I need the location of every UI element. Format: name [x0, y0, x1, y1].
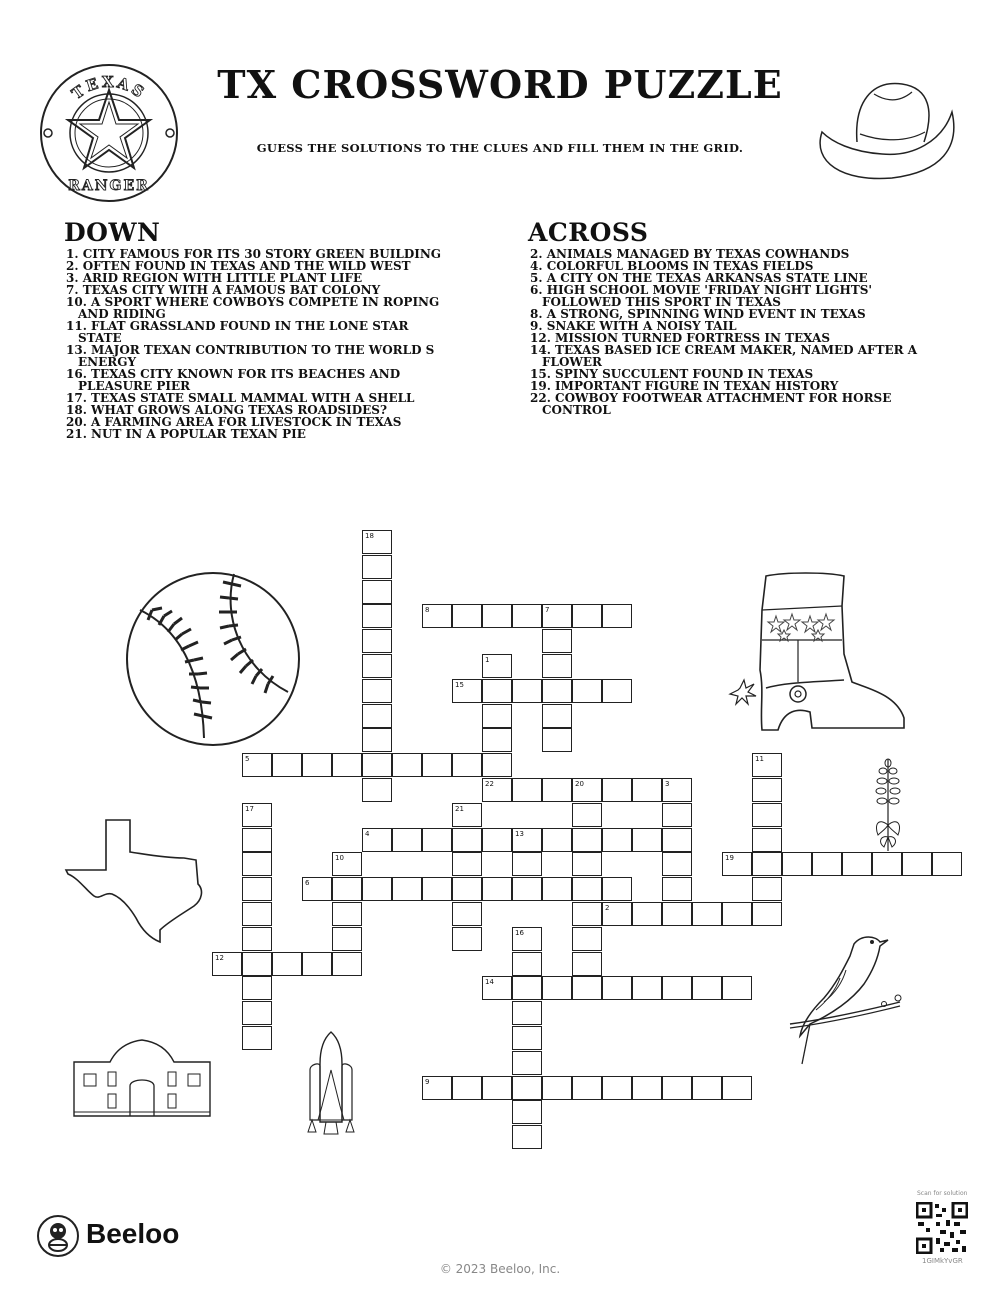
crossword-cell[interactable]: [422, 877, 452, 901]
crossword-cell[interactable]: [752, 828, 782, 852]
crossword-cell[interactable]: [752, 877, 782, 901]
crossword-cell[interactable]: [662, 976, 692, 1000]
crossword-cell[interactable]: [362, 604, 392, 628]
crossword-cell[interactable]: [632, 976, 662, 1000]
crossword-cell[interactable]: [542, 679, 572, 703]
clue-number: 20: [575, 780, 584, 788]
down-clue: 17. TEXAS STATE SMALL MAMMAL WITH A SHELL: [66, 391, 415, 405]
crossword-cell[interactable]: [572, 927, 602, 951]
crossword-cell[interactable]: [302, 952, 332, 976]
crossword-cell[interactable]: [362, 629, 392, 653]
texas-map-icon: [64, 818, 214, 944]
crossword-cell[interactable]: [572, 952, 602, 976]
crossword-cell[interactable]: [752, 852, 782, 876]
crossword-cell[interactable]: [392, 877, 422, 901]
clue-number: 4: [365, 829, 370, 838]
crossword-cell[interactable]: [332, 753, 362, 777]
qr-code-icon[interactable]: [916, 1202, 968, 1254]
across-clue: 4. COLORFUL BLOOMS IN TEXAS FIELDS: [530, 259, 814, 273]
crossword-cell[interactable]: [602, 976, 632, 1000]
crossword-cell[interactable]: [422, 828, 452, 852]
crossword-cell[interactable]: [662, 828, 692, 852]
badge-bottom-label: [38, 62, 180, 204]
crossword-cell[interactable]: [392, 828, 422, 852]
baseball-icon: [122, 568, 304, 750]
across-clues-section: [528, 220, 928, 416]
down-clue: 10. A SPORT WHERE COWBOYS COMPETE IN ROPING AND RIDING: [66, 295, 440, 321]
crossword-cell[interactable]: [662, 852, 692, 876]
crossword-cell[interactable]: [362, 704, 392, 728]
clue-number: 16: [515, 928, 524, 937]
down-heading: DOWN: [64, 218, 161, 247]
crossword-cell[interactable]: [572, 828, 602, 852]
cowboy-boot-icon: [726, 570, 908, 740]
crossword-cell[interactable]: [392, 753, 422, 777]
bluebonnet-flower-icon: [868, 755, 908, 855]
cowboy-hat-icon: [812, 72, 962, 190]
crossword-cell[interactable]: [662, 803, 692, 827]
crossword-cell[interactable]: [482, 828, 512, 852]
across-clue: 6. HIGH SCHOOL MOVIE 'FRIDAY NIGHT LIGHTS' FOLLOWED THIS SPORT IN TEXAS: [530, 283, 873, 309]
crossword-cell[interactable]: [512, 1051, 542, 1075]
clue-number: 6: [305, 879, 310, 888]
down-clue: 7. TEXAS CITY WITH A FAMOUS BAT COLONY: [66, 283, 381, 297]
clue-number: 11: [755, 755, 764, 764]
space-shuttle-icon: [296, 1030, 366, 1142]
clue-number: 22: [485, 780, 494, 788]
clue-number: 7: [545, 606, 550, 615]
crossword-cell[interactable]: [482, 728, 512, 752]
crossword-cell[interactable]: [872, 852, 902, 876]
crossword-cell[interactable]: [242, 976, 272, 1000]
down-clue: 20. A FARMING AREA FOR LIVESTOCK IN TEXAS: [66, 415, 402, 429]
alamo-mission-icon: [70, 1038, 214, 1118]
across-clue: 5. A CITY ON THE TEXAS ARKANSAS STATE LINE: [530, 271, 868, 285]
crossword-cell[interactable]: [902, 852, 932, 876]
down-clue: 18. WHAT GROWS ALONG TEXAS ROADSIDES?: [66, 403, 388, 417]
crossword-cell[interactable]: [422, 753, 452, 777]
clue-number: 15: [455, 680, 464, 689]
clue-number: 5: [245, 755, 250, 764]
crossword-cell[interactable]: [452, 753, 482, 777]
crossword-cell[interactable]: [512, 1100, 542, 1124]
crossword-cell[interactable]: [542, 877, 572, 901]
crossword-cell[interactable]: [512, 877, 542, 901]
crossword-cell[interactable]: [692, 976, 722, 1000]
crossword-cell[interactable]: [362, 728, 392, 752]
crossword-cell[interactable]: [482, 679, 512, 703]
crossword-cell[interactable]: [602, 679, 632, 703]
clue-number: 14: [485, 978, 494, 987]
crossword-cell[interactable]: [512, 1125, 542, 1149]
crossword-cell[interactable]: [332, 952, 362, 976]
crossword-cell[interactable]: [452, 852, 482, 876]
crossword-cell[interactable]: [602, 828, 632, 852]
crossword-cell[interactable]: [842, 852, 872, 876]
across-clue: 2. ANIMALS MANAGED BY TEXAS COWHANDS: [530, 247, 850, 261]
crossword-cell[interactable]: [662, 1076, 692, 1100]
copyright: © 2023 Beeloo, Inc.: [439, 1262, 561, 1276]
clue-number: 12: [215, 953, 224, 962]
qr-caption: Scan for solution: [917, 1190, 968, 1197]
crossword-cell[interactable]: [662, 902, 692, 926]
crossword-cell[interactable]: [452, 902, 482, 926]
crossword-cell[interactable]: [272, 753, 302, 777]
crossword-cell[interactable]: [932, 852, 962, 876]
crossword-cell[interactable]: [632, 778, 662, 802]
crossword-cell[interactable]: [362, 753, 392, 777]
crossword-cell[interactable]: [242, 828, 272, 852]
across-clue: 8. A STRONG, SPINNING WIND EVENT IN TEXAS: [530, 307, 866, 321]
crossword-cell[interactable]: [452, 877, 482, 901]
crossword-cell[interactable]: [752, 902, 782, 926]
crossword-cell[interactable]: [752, 778, 782, 802]
crossword-cell[interactable]: [542, 654, 572, 678]
crossword-cell[interactable]: [362, 679, 392, 703]
crossword-cell[interactable]: [242, 952, 272, 976]
crossword-cell[interactable]: [452, 927, 482, 951]
clue-number: 3: [665, 780, 670, 788]
crossword-cell[interactable]: [572, 877, 602, 901]
crossword-cell[interactable]: [512, 1026, 542, 1050]
crossword-cell[interactable]: [692, 1076, 722, 1100]
crossword-cell[interactable]: [242, 1026, 272, 1050]
crossword-cell[interactable]: [362, 654, 392, 678]
clue-number: 17: [245, 804, 254, 813]
crossword-cell[interactable]: [452, 828, 482, 852]
crossword-cell[interactable]: [512, 604, 542, 628]
crossword-cell[interactable]: [482, 604, 512, 628]
crossword-cell[interactable]: [272, 952, 302, 976]
clue-number: 19: [725, 854, 734, 863]
crossword-cell[interactable]: [572, 679, 602, 703]
crossword-cell[interactable]: [332, 902, 362, 926]
crossword-cell[interactable]: [452, 1076, 482, 1100]
crossword-cell[interactable]: [542, 778, 572, 802]
down-clue: 1. CITY FAMOUS FOR ITS 30 STORY GREEN BUILDING: [66, 247, 442, 261]
down-clue: 13. MAJOR TEXAN CONTRIBUTION TO THE WORLD S ENERGY: [66, 343, 435, 369]
clue-number: 18: [365, 532, 374, 540]
down-clue: 21. NUT IN A POPULAR TEXAN PIE: [66, 427, 306, 441]
across-clue: 14. TEXAS BASED ICE CREAM MAKER, NAMED AFTER A FLOWER: [530, 343, 918, 369]
crossword-cell[interactable]: [632, 1076, 662, 1100]
down-clue: 2. OFTEN FOUND IN TEXAS AND THE WILD WEST: [66, 259, 411, 273]
qr-code-id: 1GIMkYvGR: [922, 1257, 963, 1265]
crossword-cell[interactable]: [302, 753, 332, 777]
crossword-cell[interactable]: [482, 1076, 512, 1100]
crossword-cell[interactable]: [332, 877, 362, 901]
crossword-cell[interactable]: [752, 803, 782, 827]
crossword-cell[interactable]: [362, 778, 392, 802]
crossword-cell[interactable]: [362, 580, 392, 604]
crossword-cell[interactable]: [512, 1076, 542, 1100]
down-clues-section: [64, 220, 444, 440]
crossword-cell[interactable]: [542, 976, 572, 1000]
crossword-cell[interactable]: [812, 852, 842, 876]
mockingbird-icon: [780, 928, 910, 1068]
crossword-cell[interactable]: [362, 555, 392, 579]
across-clue: 22. COWBOY FOOTWEAR ATTACHMENT FOR HORSE CONTROL: [530, 391, 892, 417]
down-clue: 3. ARID REGION WITH LITTLE PLANT LIFE: [66, 271, 363, 285]
crossword-cell[interactable]: [512, 976, 542, 1000]
crossword-cell[interactable]: [362, 877, 392, 901]
crossword-cell[interactable]: [572, 803, 602, 827]
crossword-cell[interactable]: [572, 1076, 602, 1100]
crossword-cell[interactable]: [542, 728, 572, 752]
across-clue: 19. IMPORTANT FIGURE IN TEXAN HISTORY: [530, 379, 839, 393]
crossword-cell[interactable]: [482, 753, 512, 777]
clue-number: 2: [605, 904, 610, 912]
crossword-cell[interactable]: [542, 1076, 572, 1100]
crossword-cell[interactable]: [332, 927, 362, 951]
crossword-cell[interactable]: [482, 704, 512, 728]
crossword-cell[interactable]: [242, 902, 272, 926]
across-clue: 15. SPINY SUCCULENT FOUND IN TEXAS: [530, 367, 814, 381]
crossword-cell[interactable]: [602, 604, 632, 628]
crossword-cell[interactable]: [512, 778, 542, 802]
crossword-cell[interactable]: [542, 704, 572, 728]
brand-name: Beeloo: [86, 1218, 180, 1249]
crossword-cell[interactable]: [542, 629, 572, 653]
clue-number: 13: [515, 829, 524, 838]
across-clue: 12. MISSION TURNED FORTRESS IN TEXAS: [530, 331, 831, 345]
crossword-cell[interactable]: [692, 902, 722, 926]
crossword-cell[interactable]: [632, 828, 662, 852]
crossword-cell[interactable]: [482, 877, 512, 901]
crossword-cell[interactable]: [242, 877, 272, 901]
instructions: GUESS THE SOLUTIONS TO THE CLUES AND FILL THEM IN THE GRID.: [256, 141, 744, 155]
crossword-cell[interactable]: [452, 604, 482, 628]
crossword-cell[interactable]: [512, 679, 542, 703]
crossword-cell[interactable]: [512, 852, 542, 876]
crossword-cell[interactable]: [782, 852, 812, 876]
page-title: TX CROSSWORD PUZZLE: [217, 62, 783, 107]
crossword-cell[interactable]: [572, 852, 602, 876]
crossword-cell[interactable]: [662, 877, 692, 901]
beeloo-bee-logo-icon: [36, 1214, 80, 1258]
clue-number: 21: [455, 804, 464, 813]
crossword-cell[interactable]: [602, 877, 632, 901]
clue-number: 1: [485, 656, 490, 664]
crossword-cell[interactable]: [572, 604, 602, 628]
badge-top-text: TEXAS: [68, 72, 150, 103]
crossword-cell[interactable]: [602, 1076, 632, 1100]
crossword-cell[interactable]: [242, 1001, 272, 1025]
down-clue: 16. TEXAS CITY KNOWN FOR ITS BEACHES AND PLEASURE PIER: [66, 367, 401, 393]
down-clue: 11. FLAT GRASSLAND FOUND IN THE LONE STAR STATE: [66, 319, 409, 345]
across-heading: ACROSS: [528, 218, 649, 247]
crossword-cell[interactable]: [572, 902, 602, 926]
badge-bottom-text: RANGER: [68, 178, 150, 194]
crossword-cell[interactable]: [722, 976, 752, 1000]
across-clue: 9. SNAKE WITH A NOISY TAIL: [530, 319, 737, 333]
crossword-cell[interactable]: [512, 952, 542, 976]
clue-number: 10: [335, 854, 344, 863]
crossword-cell[interactable]: [602, 778, 632, 802]
crossword-cell[interactable]: [722, 1076, 752, 1100]
clue-number: 9: [425, 1077, 430, 1086]
crossword-cell[interactable]: [722, 902, 752, 926]
crossword-cell[interactable]: [512, 1001, 542, 1025]
crossword-cell[interactable]: [242, 927, 272, 951]
crossword-cell[interactable]: [632, 902, 662, 926]
crossword-cell[interactable]: [242, 852, 272, 876]
crossword-cell[interactable]: [542, 828, 572, 852]
crossword-cell[interactable]: [572, 976, 602, 1000]
clue-number: 8: [425, 606, 430, 615]
